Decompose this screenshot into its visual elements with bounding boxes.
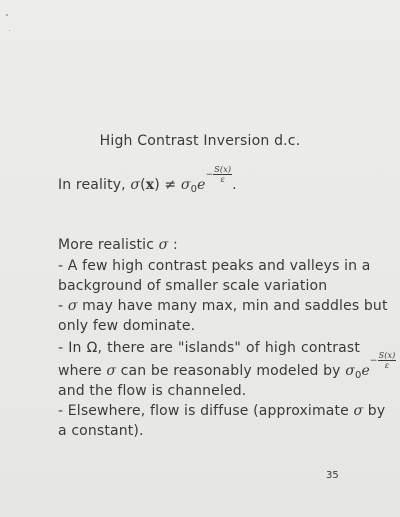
scan-speck <box>6 14 8 16</box>
page-number: 35 <box>326 470 339 481</box>
exponent: − $\frac{S(x)}{\varepsilon}$ <box>369 351 396 370</box>
scan-speck <box>9 30 10 31</box>
bullet-line: a constant). <box>58 423 144 439</box>
bullet-line: - Elsewhere, flow is diffuse (approximate σ by <box>58 403 386 419</box>
exponent: − $\frac{S(x)}{\varepsilon}$ <box>205 165 232 184</box>
bullet-line: background of smaller scale variation <box>58 278 328 294</box>
bullet-line: where σ can be reasonably modeled by $\sigma_0e-$ $\frac{S(x)}{\varepsilon}$ <box>58 351 396 381</box>
more-realistic-heading: More realistic σ : <box>58 237 178 253</box>
bullet-line: - σ may have many max, min and saddles but <box>58 298 388 314</box>
bullet-line: only few dominate. <box>58 318 196 334</box>
bullet-line: - A few high contrast peaks and valleys in a <box>58 258 371 274</box>
bullet-line: - In Ω, there are "islands" of high contrast <box>58 340 360 356</box>
slide-title: High Contrast Inversion d.c. <box>99 133 301 149</box>
bullet-line: and the flow is channeled. <box>58 383 247 399</box>
reality-statement: In reality, $\sigma(x) \ne \sigma_0e-$ $\frac{S(x)}{\varepsilon}$ . <box>58 165 237 195</box>
